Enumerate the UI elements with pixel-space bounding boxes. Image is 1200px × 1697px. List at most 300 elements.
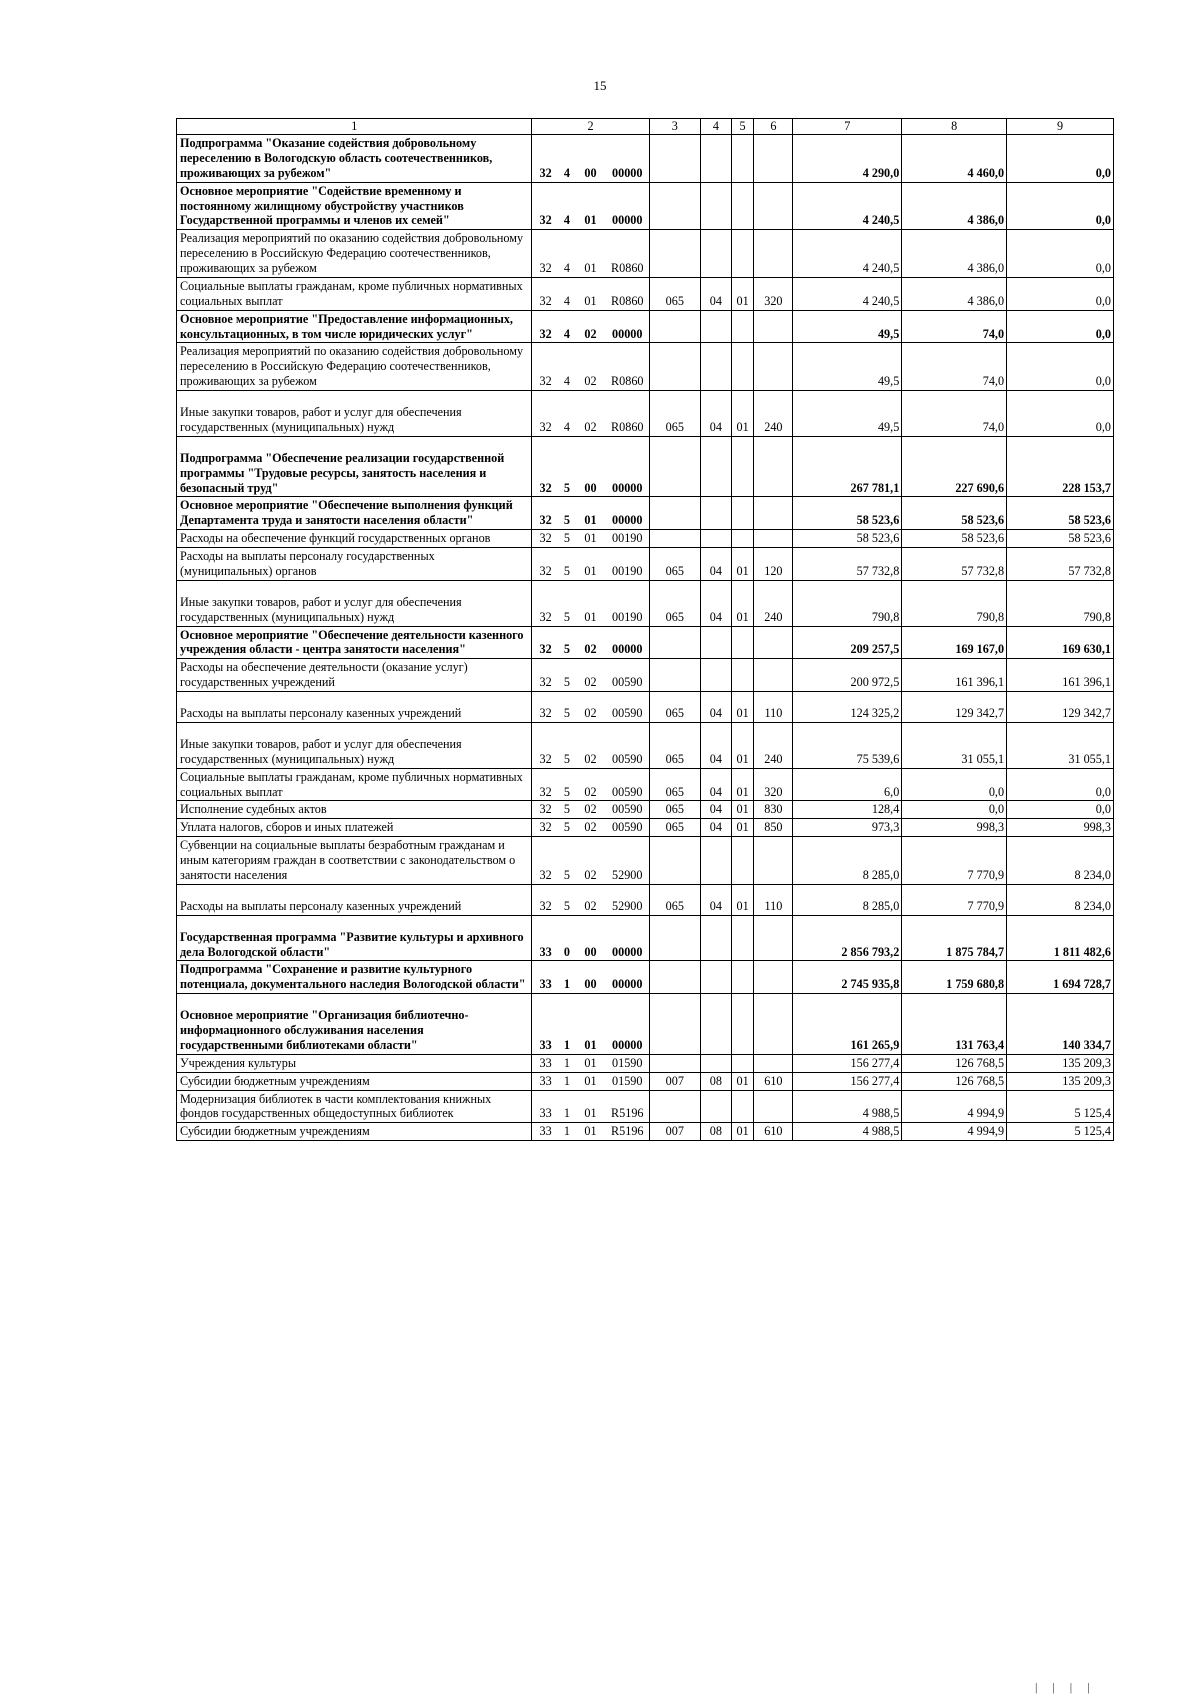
table-row xyxy=(177,1090,1114,1123)
column-header: 2 xyxy=(532,119,649,135)
section-cell xyxy=(700,310,731,343)
row-name-cell: Учреждения культуры xyxy=(177,1054,532,1072)
grbs-cell xyxy=(649,497,700,530)
row-name-cell: Расходы на выплаты персоналу государственных (муниципальных) органов xyxy=(177,548,532,581)
amount-year1-cell: 58 523,6 xyxy=(793,530,902,548)
grbs-cell xyxy=(649,837,700,885)
grbs-cell: 065 xyxy=(649,548,700,581)
code-part-4: 00590 xyxy=(606,801,649,819)
grbs-cell: 007 xyxy=(649,1123,700,1141)
table-row xyxy=(177,182,1114,230)
row-name-cell: Основное мероприятие "Предоставление информационных, консультационных, в том числе юридических услуг" xyxy=(177,310,532,343)
code-part-2: 1 xyxy=(559,1123,575,1141)
amount-year1-cell: 4 240,5 xyxy=(793,277,902,310)
amount-year3-cell: 1 694 728,7 xyxy=(1007,961,1114,994)
amount-year2-cell: 7 770,9 xyxy=(902,884,1007,915)
grbs-cell xyxy=(649,915,700,961)
table-row xyxy=(177,837,1114,885)
code-part-4: 00590 xyxy=(606,692,649,723)
row-name-cell: Уплата налогов, сборов и иных платежей xyxy=(177,819,532,837)
subsection-cell: 01 xyxy=(731,1072,754,1090)
code-part-3: 01 xyxy=(575,548,606,581)
grbs-cell xyxy=(649,343,700,391)
code-part-3: 01 xyxy=(575,230,606,278)
expense-type-cell xyxy=(754,230,793,278)
grbs-cell xyxy=(649,961,700,994)
code-part-2: 5 xyxy=(559,819,575,837)
code-part-4: 00000 xyxy=(606,310,649,343)
code-part-3: 01 xyxy=(575,994,606,1055)
subsection-cell xyxy=(731,659,754,692)
subsection-cell: 01 xyxy=(731,768,754,801)
code-part-2: 1 xyxy=(559,994,575,1055)
amount-year3-cell: 0,0 xyxy=(1007,277,1114,310)
code-part-1: 33 xyxy=(532,915,559,961)
amount-year1-cell: 156 277,4 xyxy=(793,1054,902,1072)
column-header: 7 xyxy=(793,119,902,135)
subsection-cell: 01 xyxy=(731,391,754,437)
amount-year2-cell: 131 763,4 xyxy=(902,994,1007,1055)
code-part-2: 5 xyxy=(559,436,575,497)
table-row xyxy=(177,659,1114,692)
row-name-cell: Иные закупки товаров, работ и услуг для обеспечения государственных (муниципальных) нужд xyxy=(177,580,532,626)
table-row xyxy=(177,768,1114,801)
code-part-2: 4 xyxy=(559,391,575,437)
subsection-cell xyxy=(731,915,754,961)
grbs-cell: 065 xyxy=(649,277,700,310)
amount-year2-cell: 0,0 xyxy=(902,768,1007,801)
table-row xyxy=(177,994,1114,1055)
expense-type-cell xyxy=(754,659,793,692)
amount-year2-cell: 4 994,9 xyxy=(902,1123,1007,1141)
row-name-cell: Расходы на выплаты персоналу казенных учреждений xyxy=(177,884,532,915)
expense-type-cell: 240 xyxy=(754,391,793,437)
code-part-3: 01 xyxy=(575,1072,606,1090)
expense-type-cell: 120 xyxy=(754,548,793,581)
code-part-1: 32 xyxy=(532,626,559,659)
amount-year1-cell: 49,5 xyxy=(793,310,902,343)
code-part-4: 52900 xyxy=(606,837,649,885)
amount-year2-cell: 126 768,5 xyxy=(902,1072,1007,1090)
amount-year2-cell: 7 770,9 xyxy=(902,837,1007,885)
section-cell: 04 xyxy=(700,548,731,581)
table-row xyxy=(177,1054,1114,1072)
row-name-cell: Социальные выплаты гражданам, кроме публичных нормативных социальных выплат xyxy=(177,768,532,801)
row-name-cell: Исполнение судебных актов xyxy=(177,801,532,819)
code-part-4: 00000 xyxy=(606,915,649,961)
section-cell: 04 xyxy=(700,819,731,837)
row-name-cell: Иные закупки товаров, работ и услуг для обеспечения государственных (муниципальных) нужд xyxy=(177,391,532,437)
grbs-cell xyxy=(649,994,700,1055)
table-header-row xyxy=(177,119,1114,135)
code-part-4: 00000 xyxy=(606,497,649,530)
amount-year1-cell: 156 277,4 xyxy=(793,1072,902,1090)
expense-type-cell: 240 xyxy=(754,722,793,768)
amount-year3-cell: 0,0 xyxy=(1007,391,1114,437)
column-header: 1 xyxy=(177,119,532,135)
row-name-cell: Модернизация библиотек в части комплектования книжных фондов государственных общедоступных библиотек xyxy=(177,1090,532,1123)
expense-type-cell xyxy=(754,182,793,230)
subsection-cell: 01 xyxy=(731,692,754,723)
code-part-1: 32 xyxy=(532,135,559,183)
amount-year3-cell: 161 396,1 xyxy=(1007,659,1114,692)
table-body xyxy=(177,135,1114,1141)
code-part-2: 5 xyxy=(559,497,575,530)
row-name-cell: Основное мероприятие "Содействие временному и постоянному жилищному обустройству участников Государственной программы и членов их семей" xyxy=(177,182,532,230)
code-part-2: 5 xyxy=(559,801,575,819)
section-cell xyxy=(700,961,731,994)
expense-type-cell: 240 xyxy=(754,580,793,626)
section-cell: 04 xyxy=(700,277,731,310)
grbs-cell xyxy=(649,310,700,343)
subsection-cell xyxy=(731,436,754,497)
code-part-2: 4 xyxy=(559,343,575,391)
section-cell xyxy=(700,497,731,530)
amount-year2-cell: 129 342,7 xyxy=(902,692,1007,723)
code-part-1: 33 xyxy=(532,1072,559,1090)
code-part-1: 33 xyxy=(532,961,559,994)
table-row xyxy=(177,230,1114,278)
grbs-cell: 065 xyxy=(649,768,700,801)
table-row xyxy=(177,819,1114,837)
row-name-cell: Субсидии бюджетным учреждениям xyxy=(177,1123,532,1141)
amount-year1-cell: 2 745 935,8 xyxy=(793,961,902,994)
row-name-cell: Расходы на обеспечение деятельности (оказание услуг) государственных учреждений xyxy=(177,659,532,692)
code-part-2: 5 xyxy=(559,626,575,659)
amount-year3-cell: 0,0 xyxy=(1007,230,1114,278)
subsection-cell xyxy=(731,530,754,548)
table-row xyxy=(177,580,1114,626)
expense-type-cell xyxy=(754,497,793,530)
code-part-2: 5 xyxy=(559,692,575,723)
code-part-2: 4 xyxy=(559,277,575,310)
expense-type-cell xyxy=(754,1054,793,1072)
column-header: 4 xyxy=(700,119,731,135)
amount-year3-cell: 8 234,0 xyxy=(1007,837,1114,885)
expense-type-cell: 320 xyxy=(754,277,793,310)
section-cell xyxy=(700,343,731,391)
section-cell xyxy=(700,1054,731,1072)
expense-type-cell xyxy=(754,310,793,343)
code-part-4: 00590 xyxy=(606,722,649,768)
code-part-1: 33 xyxy=(532,1090,559,1123)
code-part-1: 32 xyxy=(532,768,559,801)
code-part-4: 00590 xyxy=(606,819,649,837)
row-name-cell: Реализация мероприятий по оказанию содействия добровольному переселению в Российскую Федерацию соотечественников, проживающих за рубежом xyxy=(177,230,532,278)
section-cell: 04 xyxy=(700,580,731,626)
amount-year3-cell: 0,0 xyxy=(1007,182,1114,230)
amount-year3-cell: 8 234,0 xyxy=(1007,884,1114,915)
amount-year2-cell: 227 690,6 xyxy=(902,436,1007,497)
grbs-cell xyxy=(649,626,700,659)
amount-year1-cell: 4 240,5 xyxy=(793,182,902,230)
code-part-4: R0860 xyxy=(606,277,649,310)
subsection-cell xyxy=(731,497,754,530)
table-row xyxy=(177,1123,1114,1141)
column-header: 3 xyxy=(649,119,700,135)
code-part-3: 00 xyxy=(575,961,606,994)
amount-year2-cell: 4 386,0 xyxy=(902,230,1007,278)
amount-year1-cell: 4 240,5 xyxy=(793,230,902,278)
expense-type-cell: 110 xyxy=(754,884,793,915)
table-row xyxy=(177,530,1114,548)
subsection-cell: 01 xyxy=(731,819,754,837)
table-row xyxy=(177,436,1114,497)
subsection-cell xyxy=(731,1090,754,1123)
grbs-cell xyxy=(649,1054,700,1072)
expense-type-cell: 320 xyxy=(754,768,793,801)
code-part-4: 00190 xyxy=(606,548,649,581)
amount-year1-cell: 2 856 793,2 xyxy=(793,915,902,961)
amount-year3-cell: 58 523,6 xyxy=(1007,530,1114,548)
table-row xyxy=(177,1072,1114,1090)
amount-year1-cell: 57 732,8 xyxy=(793,548,902,581)
code-part-3: 02 xyxy=(575,801,606,819)
code-part-4: R5196 xyxy=(606,1123,649,1141)
code-part-1: 32 xyxy=(532,692,559,723)
table-row xyxy=(177,497,1114,530)
code-part-1: 32 xyxy=(532,436,559,497)
section-cell xyxy=(700,659,731,692)
budget-table xyxy=(176,118,1114,1141)
amount-year1-cell: 6,0 xyxy=(793,768,902,801)
code-part-1: 33 xyxy=(532,1123,559,1141)
amount-year1-cell: 161 265,9 xyxy=(793,994,902,1055)
table-row xyxy=(177,548,1114,581)
row-name-cell: Подпрограмма "Оказание содействия добровольному переселению в Вологодскую область соотечественников, проживающих за рубежом" xyxy=(177,135,532,183)
grbs-cell: 007 xyxy=(649,1072,700,1090)
code-part-4: R5196 xyxy=(606,1090,649,1123)
grbs-cell: 065 xyxy=(649,801,700,819)
code-part-2: 5 xyxy=(559,548,575,581)
amount-year3-cell: 135 209,3 xyxy=(1007,1054,1114,1072)
section-cell: 04 xyxy=(700,884,731,915)
expense-type-cell: 830 xyxy=(754,801,793,819)
code-part-3: 02 xyxy=(575,722,606,768)
code-part-1: 32 xyxy=(532,580,559,626)
code-part-4: R0860 xyxy=(606,391,649,437)
code-part-4: 00000 xyxy=(606,135,649,183)
amount-year1-cell: 4 988,5 xyxy=(793,1123,902,1141)
row-name-cell: Государственная программа "Развитие культуры и архивного дела Вологодской области" xyxy=(177,915,532,961)
scan-edge-marks: | | | | xyxy=(1035,1680,1096,1694)
table-row xyxy=(177,801,1114,819)
row-name-cell: Субсидии бюджетным учреждениям xyxy=(177,1072,532,1090)
code-part-3: 01 xyxy=(575,182,606,230)
code-part-3: 00 xyxy=(575,135,606,183)
amount-year1-cell: 4 988,5 xyxy=(793,1090,902,1123)
expense-type-cell xyxy=(754,1090,793,1123)
amount-year2-cell: 74,0 xyxy=(902,310,1007,343)
section-cell xyxy=(700,837,731,885)
subsection-cell xyxy=(731,230,754,278)
row-name-cell: Основное мероприятие "Обеспечение деятельности казенного учреждения области - центра занятости населения" xyxy=(177,626,532,659)
grbs-cell: 065 xyxy=(649,819,700,837)
code-part-3: 02 xyxy=(575,626,606,659)
code-part-4: 00000 xyxy=(606,436,649,497)
code-part-2: 5 xyxy=(559,837,575,885)
section-cell xyxy=(700,915,731,961)
table-row xyxy=(177,884,1114,915)
code-part-4: 00000 xyxy=(606,961,649,994)
code-part-1: 32 xyxy=(532,659,559,692)
amount-year2-cell: 4 386,0 xyxy=(902,182,1007,230)
grbs-cell xyxy=(649,530,700,548)
code-part-3: 01 xyxy=(575,580,606,626)
table-row xyxy=(177,626,1114,659)
section-cell: 04 xyxy=(700,722,731,768)
grbs-cell: 065 xyxy=(649,692,700,723)
expense-type-cell xyxy=(754,915,793,961)
code-part-1: 32 xyxy=(532,343,559,391)
code-part-1: 32 xyxy=(532,230,559,278)
table-row xyxy=(177,692,1114,723)
code-part-2: 5 xyxy=(559,884,575,915)
subsection-cell xyxy=(731,994,754,1055)
code-part-4: 00190 xyxy=(606,580,649,626)
section-cell xyxy=(700,436,731,497)
code-part-3: 02 xyxy=(575,837,606,885)
code-part-1: 32 xyxy=(532,182,559,230)
amount-year3-cell: 0,0 xyxy=(1007,135,1114,183)
subsection-cell xyxy=(731,182,754,230)
code-part-1: 32 xyxy=(532,530,559,548)
code-part-2: 1 xyxy=(559,1054,575,1072)
amount-year1-cell: 8 285,0 xyxy=(793,837,902,885)
grbs-cell xyxy=(649,1090,700,1123)
code-part-3: 02 xyxy=(575,391,606,437)
section-cell: 08 xyxy=(700,1123,731,1141)
amount-year3-cell: 31 055,1 xyxy=(1007,722,1114,768)
expense-type-cell xyxy=(754,530,793,548)
code-part-3: 00 xyxy=(575,436,606,497)
amount-year3-cell: 169 630,1 xyxy=(1007,626,1114,659)
expense-type-cell xyxy=(754,961,793,994)
table-row xyxy=(177,310,1114,343)
subsection-cell xyxy=(731,626,754,659)
subsection-cell xyxy=(731,343,754,391)
code-part-2: 5 xyxy=(559,722,575,768)
amount-year1-cell: 128,4 xyxy=(793,801,902,819)
subsection-cell xyxy=(731,1054,754,1072)
code-part-2: 5 xyxy=(559,659,575,692)
amount-year1-cell: 75 539,6 xyxy=(793,722,902,768)
amount-year2-cell: 4 460,0 xyxy=(902,135,1007,183)
expense-type-cell xyxy=(754,837,793,885)
amount-year3-cell: 228 153,7 xyxy=(1007,436,1114,497)
code-part-4: 00590 xyxy=(606,768,649,801)
subsection-cell: 01 xyxy=(731,1123,754,1141)
table-row xyxy=(177,722,1114,768)
code-part-3: 01 xyxy=(575,277,606,310)
row-name-cell: Социальные выплаты гражданам, кроме публичных нормативных социальных выплат xyxy=(177,277,532,310)
code-part-4: 00000 xyxy=(606,182,649,230)
amount-year1-cell: 124 325,2 xyxy=(793,692,902,723)
code-part-4: 01590 xyxy=(606,1072,649,1090)
column-header: 8 xyxy=(902,119,1007,135)
expense-type-cell: 110 xyxy=(754,692,793,723)
amount-year2-cell: 126 768,5 xyxy=(902,1054,1007,1072)
expense-type-cell xyxy=(754,994,793,1055)
table-row xyxy=(177,915,1114,961)
code-part-1: 32 xyxy=(532,277,559,310)
subsection-cell xyxy=(731,961,754,994)
code-part-1: 32 xyxy=(532,548,559,581)
grbs-cell xyxy=(649,659,700,692)
code-part-1: 32 xyxy=(532,310,559,343)
row-name-cell: Расходы на выплаты персоналу казенных учреждений xyxy=(177,692,532,723)
amount-year3-cell: 58 523,6 xyxy=(1007,497,1114,530)
section-cell xyxy=(700,530,731,548)
amount-year2-cell: 57 732,8 xyxy=(902,548,1007,581)
table-row xyxy=(177,277,1114,310)
code-part-4: R0860 xyxy=(606,230,649,278)
amount-year1-cell: 200 972,5 xyxy=(793,659,902,692)
code-part-1: 33 xyxy=(532,1054,559,1072)
section-cell: 04 xyxy=(700,768,731,801)
amount-year1-cell: 790,8 xyxy=(793,580,902,626)
amount-year3-cell: 0,0 xyxy=(1007,801,1114,819)
amount-year2-cell: 1 759 680,8 xyxy=(902,961,1007,994)
row-name-cell: Подпрограмма "Сохранение и развитие культурного потенциала, документального наследия Вологодской области" xyxy=(177,961,532,994)
subsection-cell xyxy=(731,837,754,885)
code-part-2: 5 xyxy=(559,768,575,801)
grbs-cell xyxy=(649,436,700,497)
row-name-cell: Подпрограмма "Обеспечение реализации государственной программы "Трудовые ресурсы, занятость населения и безопасный труд" xyxy=(177,436,532,497)
grbs-cell xyxy=(649,135,700,183)
code-part-3: 01 xyxy=(575,1090,606,1123)
column-header: 9 xyxy=(1007,119,1114,135)
code-part-2: 0 xyxy=(559,915,575,961)
expense-type-cell xyxy=(754,626,793,659)
grbs-cell xyxy=(649,182,700,230)
code-part-1: 32 xyxy=(532,819,559,837)
code-part-4: 52900 xyxy=(606,884,649,915)
amount-year2-cell: 998,3 xyxy=(902,819,1007,837)
section-cell xyxy=(700,994,731,1055)
page-number: 15 xyxy=(593,78,607,93)
amount-year2-cell: 58 523,6 xyxy=(902,530,1007,548)
code-part-3: 02 xyxy=(575,819,606,837)
amount-year1-cell: 973,3 xyxy=(793,819,902,837)
section-cell: 04 xyxy=(700,692,731,723)
table-row xyxy=(177,391,1114,437)
expense-type-cell xyxy=(754,135,793,183)
section-cell: 04 xyxy=(700,391,731,437)
amount-year3-cell: 140 334,7 xyxy=(1007,994,1114,1055)
amount-year1-cell: 267 781,1 xyxy=(793,436,902,497)
table-row xyxy=(177,961,1114,994)
amount-year3-cell: 129 342,7 xyxy=(1007,692,1114,723)
table-row xyxy=(177,135,1114,183)
code-part-1: 32 xyxy=(532,837,559,885)
code-part-3: 02 xyxy=(575,343,606,391)
amount-year3-cell: 5 125,4 xyxy=(1007,1123,1114,1141)
section-cell xyxy=(700,135,731,183)
code-part-4: 00000 xyxy=(606,994,649,1055)
table-row xyxy=(177,343,1114,391)
amount-year2-cell: 74,0 xyxy=(902,343,1007,391)
code-part-3: 01 xyxy=(575,1123,606,1141)
amount-year2-cell: 31 055,1 xyxy=(902,722,1007,768)
code-part-4: 00590 xyxy=(606,659,649,692)
amount-year3-cell: 790,8 xyxy=(1007,580,1114,626)
section-cell xyxy=(700,182,731,230)
amount-year2-cell: 4 994,9 xyxy=(902,1090,1007,1123)
subsection-cell: 01 xyxy=(731,801,754,819)
expense-type-cell: 610 xyxy=(754,1072,793,1090)
column-header: 6 xyxy=(754,119,793,135)
